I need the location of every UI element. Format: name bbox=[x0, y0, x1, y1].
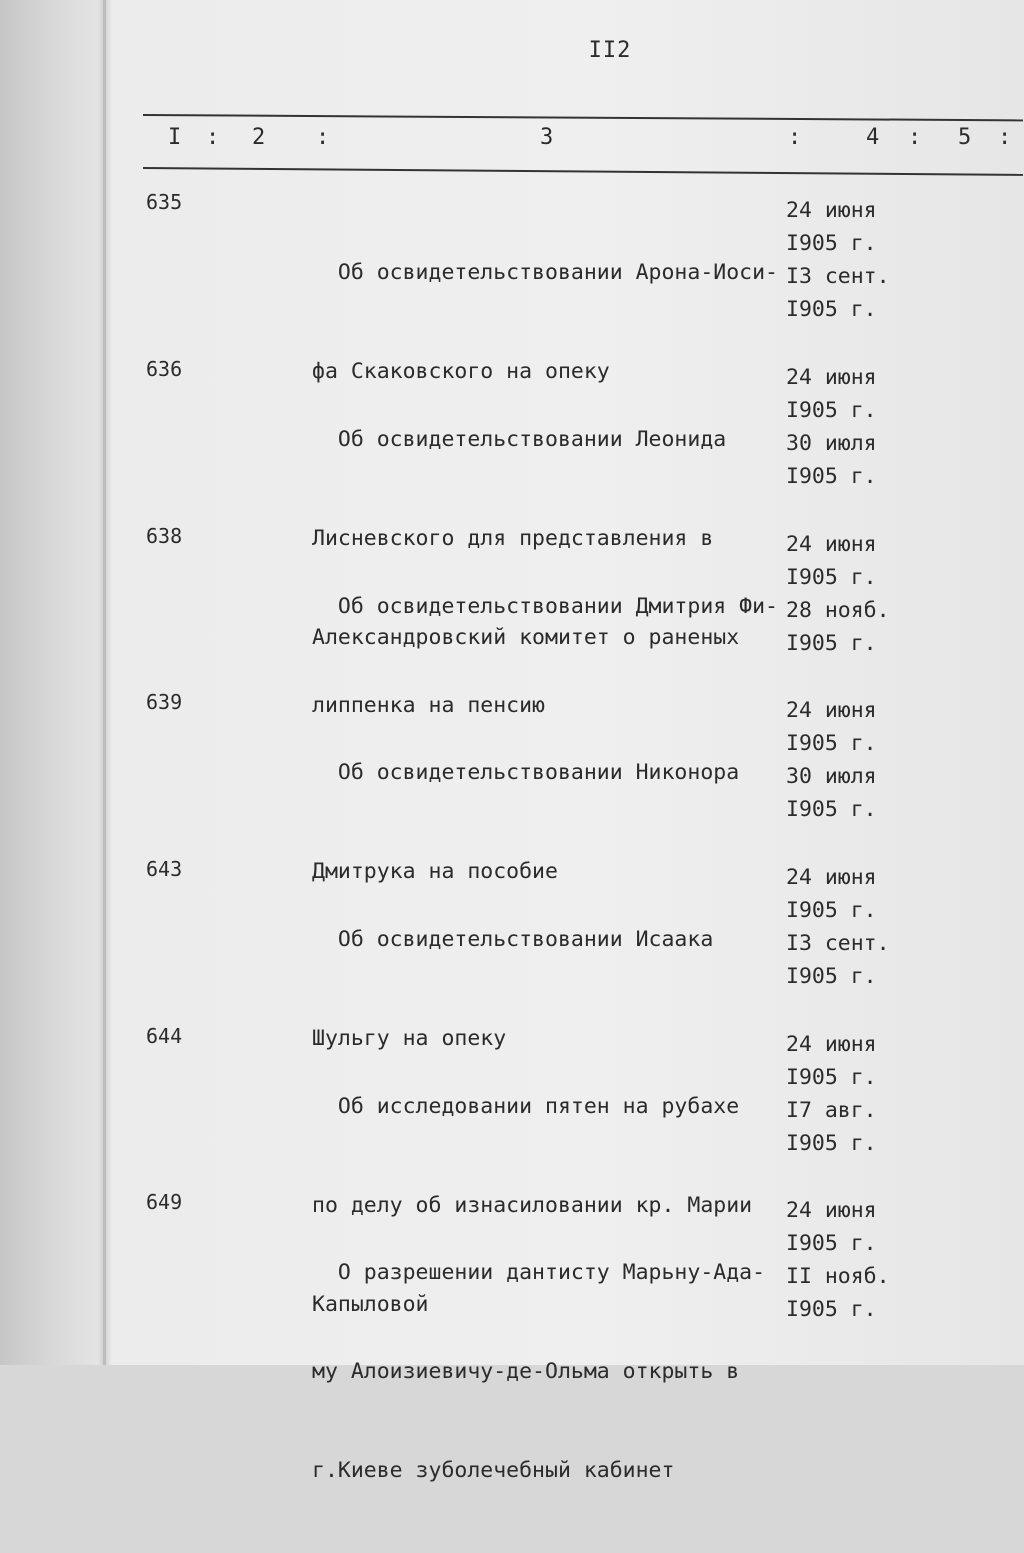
header-separator: : bbox=[908, 125, 922, 150]
date-line: 28 нояб. bbox=[786, 598, 890, 623]
date-line: 30 июля bbox=[786, 431, 877, 456]
date-line: 24 июня bbox=[786, 198, 877, 223]
date-line: I905 г. bbox=[786, 1065, 877, 1090]
description-line: по делу об изнасиловании кр. Марии bbox=[312, 1193, 753, 1218]
description-line: Об освидетельствовании Арона-Иоси- bbox=[312, 260, 778, 285]
entry-dates bbox=[786, 694, 922, 826]
date-line: I905 г. bbox=[786, 964, 877, 989]
date-line: I905 г. bbox=[786, 464, 877, 489]
date-line: I3 сент. bbox=[786, 264, 890, 289]
entry-dates bbox=[786, 1028, 922, 1160]
date-line: I905 г. bbox=[786, 1297, 877, 1322]
description-line: Шульгу на опеку bbox=[312, 1026, 507, 1051]
date-line: I905 г. bbox=[786, 1131, 877, 1156]
description-line: г.Киеве зуболечебный кабинет bbox=[312, 1458, 675, 1483]
description-line: липпенка на пенсию bbox=[312, 693, 545, 718]
header-col-4: 4 bbox=[866, 125, 880, 150]
entry-number: 635 bbox=[146, 190, 183, 214]
header-separator: : bbox=[788, 125, 802, 150]
date-line: 24 июня bbox=[786, 698, 877, 723]
date-line: I905 г. bbox=[786, 898, 877, 923]
header-col-3: 3 bbox=[540, 125, 554, 150]
description-line: Дмитрука на пособие bbox=[312, 859, 558, 884]
description-line: О разрешении дантисту Марьну-Ада- bbox=[312, 1260, 766, 1285]
date-line: 24 июня bbox=[786, 532, 877, 557]
date-line: I905 г. bbox=[786, 631, 877, 656]
description-line: Об освидетельствовании Леонида bbox=[312, 427, 727, 452]
header-separator: : bbox=[998, 125, 1012, 150]
description-line: Об освидетельствовании Дмитрия Фи- bbox=[312, 594, 778, 619]
description-line: Об освидетельствовании Исаака bbox=[312, 927, 714, 952]
description-line: Об освидетельствовании Никонора bbox=[312, 760, 740, 785]
header-col-2: 2 bbox=[252, 125, 266, 150]
page-number: II2 bbox=[588, 38, 632, 63]
description-line: му Алоизиевичу-де-Ольма открыть в bbox=[312, 1359, 740, 1384]
entry-dates bbox=[786, 528, 922, 660]
date-line: I3 сент. bbox=[786, 931, 890, 956]
date-line: I905 г. bbox=[786, 398, 877, 423]
entry-number: 644 bbox=[146, 1024, 183, 1048]
date-line: I905 г. bbox=[786, 797, 877, 822]
date-line: 24 июня bbox=[786, 1198, 877, 1223]
entry-number: 638 bbox=[146, 524, 183, 548]
date-line: I905 г. bbox=[786, 231, 877, 256]
date-line: I905 г. bbox=[786, 1231, 877, 1256]
description-line: Лисневского для представления в bbox=[312, 526, 714, 551]
entry-number: 636 bbox=[146, 357, 183, 381]
date-line: 24 июня bbox=[786, 365, 877, 390]
header-separator: : bbox=[206, 125, 220, 150]
date-line: I7 авг. bbox=[786, 1098, 877, 1123]
description-line: фа Скаковского на опеку bbox=[312, 359, 610, 384]
header-separator: : bbox=[316, 125, 330, 150]
entry-description bbox=[312, 1190, 792, 1553]
entry-dates bbox=[786, 194, 922, 326]
date-line: 24 июня bbox=[786, 1032, 877, 1057]
date-line: I905 г. bbox=[786, 297, 877, 322]
entry-row bbox=[0, 1190, 1024, 1483]
entry-number: 643 bbox=[146, 857, 183, 881]
entry-dates bbox=[786, 861, 922, 993]
description-line: Капыловой bbox=[312, 1292, 429, 1317]
date-line: II нояб. bbox=[786, 1264, 890, 1289]
date-line: 24 июня bbox=[786, 865, 877, 890]
date-line: 30 июля bbox=[786, 764, 877, 789]
entry-dates bbox=[786, 361, 922, 493]
entry-dates bbox=[786, 1194, 922, 1326]
date-line: I905 г. bbox=[786, 731, 877, 756]
description-line: Александровский комитет о раненых bbox=[312, 625, 740, 650]
entry-number: 649 bbox=[146, 1190, 183, 1214]
header-col-5: 5 bbox=[958, 125, 972, 150]
description-line: Об исследовании пятен на рубахе bbox=[312, 1094, 740, 1119]
header-col-1: I bbox=[168, 125, 182, 150]
date-line: I905 г. bbox=[786, 565, 877, 590]
entry-number: 639 bbox=[146, 690, 183, 714]
